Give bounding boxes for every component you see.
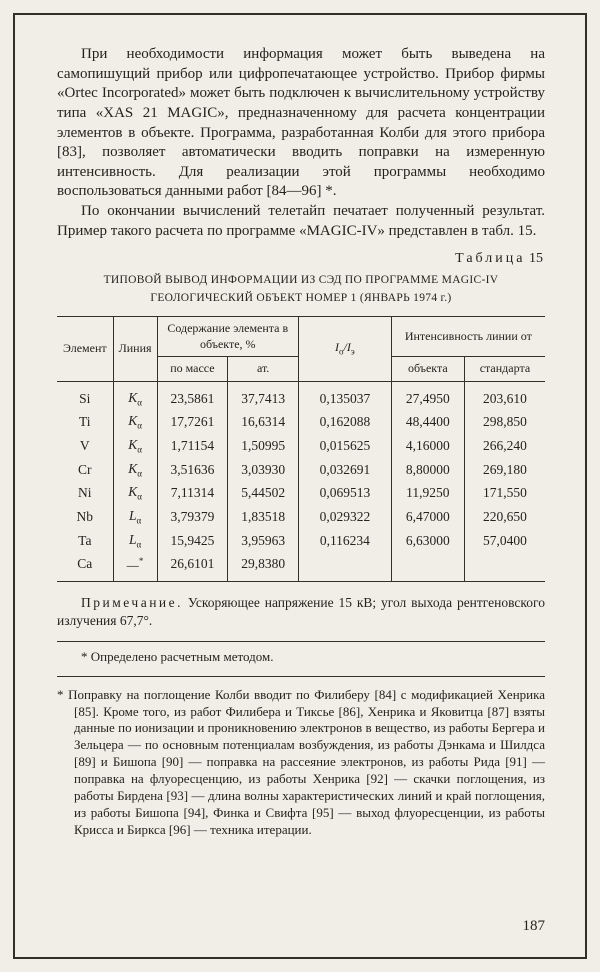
cell-object: 6,63000 <box>391 529 464 553</box>
table-body <box>57 381 545 581</box>
cell-standard: 269,180 <box>483 461 527 477</box>
cell-element: Cr <box>57 458 113 482</box>
cell-mass: 17,7261 <box>157 410 228 434</box>
cell-ratio: 0,069513 <box>299 481 392 505</box>
cell-mass: 26,6101 <box>157 553 228 582</box>
cell-object: 48,4400 <box>391 410 464 434</box>
cell-object: 6,47000 <box>391 505 464 529</box>
cell-standard: 57,0400 <box>483 532 527 548</box>
header-object: объекта <box>391 357 464 382</box>
cell-line: $K_\alpha$ <box>113 381 157 410</box>
header-intensity-ratio <box>299 316 392 381</box>
table-caption-word: Таблица <box>455 251 526 267</box>
cell-atomic: 16,6314 <box>228 410 299 434</box>
header-element: Элемент <box>57 316 113 381</box>
ratio-base1: I <box>335 339 340 354</box>
paragraph-1: При необходимости информация может быть выведена на самопишущий прибор или цифропечатающее устройство. Прибор фирмы «Ortec Incorporated» может быть подключен к вычислительному устройству типа «XAS 21 MAGIC», предназначенному для расчета концентрации элементов в объекте. Программа, разработанная Колби для этого прибора [83], позволяет автоматически вводить поправки на измеренную интенсивность. Для реализации этой программы необходимо воспользоваться данными работ [84—96] *. <box>57 46 545 200</box>
cell-object: 11,9250 <box>391 481 464 505</box>
cell-atomic: 3,03930 <box>228 458 299 482</box>
header-line: Линия <box>113 316 157 381</box>
ratio-base2: /I <box>343 339 351 354</box>
cell-line: $L_\alpha$ <box>113 505 157 529</box>
header-intensity-group: Интенсивность линии от <box>391 316 545 356</box>
cell-line: $L_\alpha$ <box>113 529 157 553</box>
header-atomic: ат. <box>228 357 299 382</box>
cell-mass: 3,51636 <box>157 458 228 482</box>
cell-atomic: 1,83518 <box>228 505 299 529</box>
body-text <box>57 45 545 241</box>
table-title <box>57 272 545 307</box>
table-row <box>57 481 545 505</box>
page-frame <box>13 13 587 959</box>
note-text: Ускоряющее напряжение 15 кВ; угол выхода рентгеновского излучения 67,7°. <box>57 595 545 628</box>
cell-mass: 1,71154 <box>157 434 228 458</box>
footnote-marker: * <box>57 686 69 702</box>
cell-line: $K_\alpha$ <box>113 481 157 505</box>
table-header-row-1 <box>57 316 545 356</box>
cell-ratio: 0,029322 <box>299 505 392 529</box>
cell-standard <box>464 553 545 582</box>
cell-ratio: 0,032691 <box>299 458 392 482</box>
cell-element: Ti <box>57 410 113 434</box>
header-by-mass: по массе <box>157 357 228 382</box>
cell-standard: 266,240 <box>483 437 527 453</box>
cell-line: $K_\alpha$ <box>113 434 157 458</box>
cell-ratio <box>299 553 392 582</box>
cell-object: 27,4950 <box>391 381 464 410</box>
cell-object <box>391 553 464 582</box>
footnote-separator-1 <box>57 641 545 642</box>
ratio-sub2: э <box>350 346 355 357</box>
cell-mass: 7,11314 <box>157 481 228 505</box>
cell-element: Ta <box>57 529 113 553</box>
cell-ratio: 0,135037 <box>299 381 392 410</box>
note-label: Примечание. <box>81 595 184 610</box>
table-title-line1: ТИПОВОЙ ВЫВОД ИНФОРМАЦИИ ИЗ СЭД ПО ПРОГРАММЕ MAGIC-IV <box>103 274 499 287</box>
table-title-line2: ГЕОЛОГИЧЕСКИЙ ОБЪЕКТ НОМЕР 1 (ЯНВАРЬ 1974 г.) <box>150 291 452 304</box>
cell-standard: 298,850 <box>483 414 527 430</box>
table-row <box>57 529 545 553</box>
cell-element: Nb <box>57 505 113 529</box>
footnote-separator-2 <box>57 676 545 677</box>
table-caption <box>57 251 545 267</box>
cell-object: 4,16000 <box>391 434 464 458</box>
page-number: 187 <box>522 918 545 934</box>
table-row <box>57 505 545 529</box>
cell-standard: 171,550 <box>483 485 527 501</box>
table-row <box>57 381 545 410</box>
page-footnote <box>57 687 545 839</box>
table-row <box>57 410 545 434</box>
paragraph-2: По окончании вычислений телетайп печатает полученный результат. Пример такого расчета по программе «MAGIC-IV» представлен в табл. 15. <box>57 203 545 239</box>
header-content-group: Содержание элемента в объекте, % <box>157 316 299 356</box>
table-row <box>57 458 545 482</box>
data-table <box>57 316 545 582</box>
cell-line: $K_\alpha$ <box>113 458 157 482</box>
cell-standard: 220,650 <box>483 508 527 524</box>
ratio-sub1: о <box>339 346 344 357</box>
cell-atomic: 5,44502 <box>228 481 299 505</box>
table-row <box>57 553 545 582</box>
cell-line: $K_\alpha$ <box>113 410 157 434</box>
cell-element: Si <box>57 381 113 410</box>
cell-atomic: 1,50995 <box>228 434 299 458</box>
cell-ratio: 0,162088 <box>299 410 392 434</box>
cell-line: —* <box>113 553 157 582</box>
cell-standard: 203,610 <box>483 390 527 406</box>
cell-ratio: 0,116234 <box>299 529 392 553</box>
cell-mass: 15,9425 <box>157 529 228 553</box>
cell-mass: 3,79379 <box>157 505 228 529</box>
table-row <box>57 434 545 458</box>
table-header <box>57 316 545 381</box>
cell-element: Ca <box>57 553 113 582</box>
cell-atomic: 29,8380 <box>228 553 299 582</box>
footnote-text: Поправку на поглощение Колби вводит по Филиберу [84] с модификацией Хенрика [85]. Кроме того, из работ Филибера и Тиксье [86], Хенрика и Яковитца [87] взяты данные по ионизации и проникновению электронов в вещество, из работы Бергера и Зельцера — по основным потенциалам возбуждения, из работы Дэнкама и Шилдса [89] и Бишопа [90] — поправка на рассеяние электронов, из работы Рида [91] — поправка на флуоресценцию, из работы Хенрика [92] — скачки поглощения, из работы Бирдена [93] — длина волны характеристических линий и край поглощения, из работы Бишопа [94], Финка и Свифта [95] — выход флуоресценции, из работы Крисса и Биркса [96] — техника итерации. <box>68 686 545 837</box>
table-caption-number: 15 <box>529 251 543 267</box>
cell-atomic: 37,7413 <box>228 381 299 410</box>
cell-object: 8,80000 <box>391 458 464 482</box>
cell-element: V <box>57 434 113 458</box>
table-footnote: * Определено расчетным методом. <box>81 648 274 664</box>
cell-element: Ni <box>57 481 113 505</box>
cell-mass: 23,5861 <box>157 381 228 410</box>
cell-atomic: 3,95963 <box>228 529 299 553</box>
table-note <box>57 594 545 630</box>
header-standard: стандарта <box>464 357 545 382</box>
cell-ratio: 0,015625 <box>299 434 392 458</box>
